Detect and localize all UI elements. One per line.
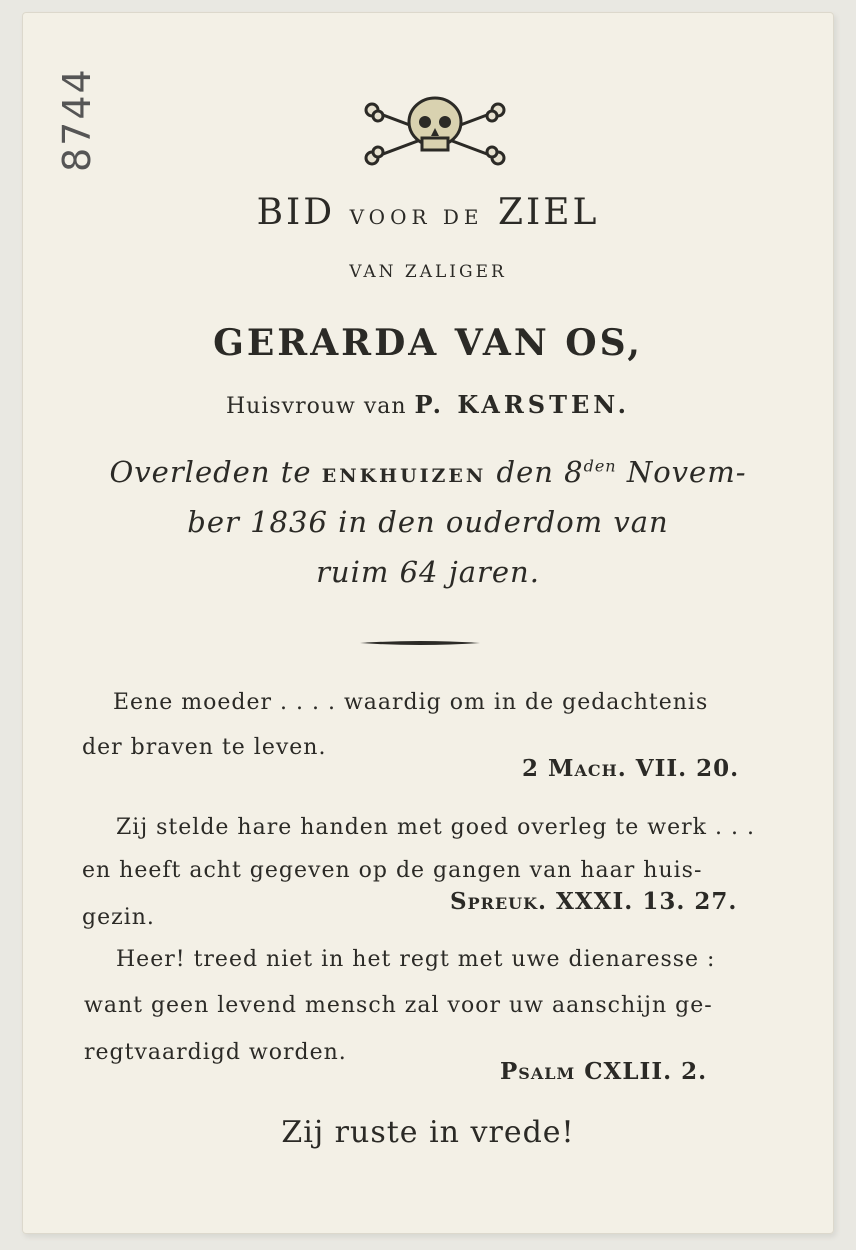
prayer-title — [0, 192, 856, 233]
verse-2-line-3: gezin. — [82, 905, 155, 930]
verse-2-line-1: Zij stelde hare handen met goed overleg te werk . . . — [116, 815, 755, 840]
verse-3-reference: Psalm CXLII. 2. — [500, 1058, 708, 1085]
death-place: ENKHUIZEN — [321, 465, 487, 487]
death-line-3: ruim 64 jaren. — [316, 555, 540, 589]
title-ziel: ZIEL — [497, 192, 600, 233]
inventory-number: 8744 — [55, 67, 99, 172]
verse-2-line-2: en heeft acht gegeven op de gangen van haar huis- — [82, 858, 703, 883]
skull-crossbones-icon — [360, 92, 510, 172]
verse-1-line-1: Eene moeder . . . . waardig om in de gedachtenis — [113, 690, 709, 715]
spouse-name: P. KARSTEN. — [414, 390, 631, 419]
death-line-2: ber 1836 in den ouderdom van — [187, 505, 669, 539]
death-text-c: Novem- — [626, 455, 747, 489]
verse-1-line-2: der braven te leven. — [82, 735, 327, 760]
verse-3-line-1: Heer! treed niet in het regt met uwe dienaresse : — [116, 947, 716, 972]
verse-3-line-2: want geen levend mensch zal voor uw aanschijn ge- — [84, 993, 713, 1018]
closing-line: Zij ruste in vrede! — [281, 1115, 575, 1150]
decorative-divider — [360, 640, 480, 646]
death-line-1 — [0, 455, 856, 489]
title-voor-de: VOOR DE — [349, 205, 484, 229]
title-bid: BID — [256, 192, 336, 233]
death-text-b: den 8 — [496, 455, 584, 489]
spouse-prefix: Huisvrouw van — [225, 394, 407, 419]
death-sup: den — [583, 456, 617, 476]
death-text-a: Overleden te — [109, 455, 312, 489]
verse-3-line-3: regtvaardigd worden. — [84, 1040, 347, 1065]
spouse-line — [0, 390, 856, 419]
verse-1-reference: 2 Mach. VII. 20. — [522, 755, 740, 782]
verse-2-reference: Spreuk. XXXI. 13. 27. — [450, 888, 738, 915]
deceased-name: GERARDA VAN OS, — [213, 322, 643, 364]
subtitle: VAN ZALIGER — [349, 262, 507, 282]
